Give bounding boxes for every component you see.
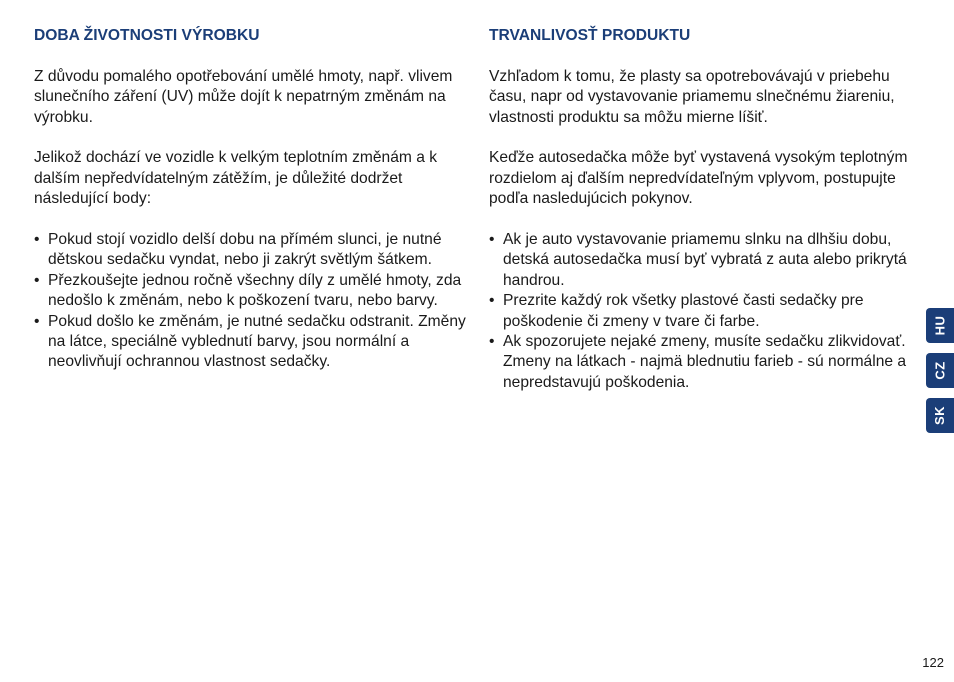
- section-heading-sk: TRVANLIVOSŤ PRODUKTU: [489, 27, 691, 44]
- language-tab-label: CZ: [932, 361, 948, 380]
- language-tab-hu[interactable]: [926, 308, 954, 343]
- paragraph-sk-1: Vzhľadom k tomu, že plasty sa opotrebovávajú v priebehu času, napr od vystavovanie priamemu slnečnému žiareniu, vlastnosti produktu sa môžu mierne líšiť.: [489, 67, 895, 126]
- page-number: 122: [922, 655, 944, 670]
- bullet-item-sk: • Ak spozorujete nejaké zmeny, musíte sedačku zlikvidovať. Zmeny na látkach - najmä blednutiu farieb - sú normálne a nepredstavujú poškodenia.: [489, 332, 921, 393]
- bullet-item-cz: • Pokud došlo ke změnám, je nutné sedačku odstranit. Změny na látce, speciálně vyblednutí barvy, jsou normální a neovlivňují ochrannou vlastnost sedačky.: [34, 312, 470, 373]
- bullet-item-sk: • Ak je auto vystavovanie priamemu slnku na dlhšiu dobu, detská autosedačka musí byť vybratá z auta alebo prikrytá handrou.: [489, 230, 921, 291]
- paragraph-cz-2: Jelikož dochází ve vozidle k velkým teplotním změnám a k dalším nepředvídatelným zátěžím, je důležité dodržet následující body:: [34, 149, 438, 208]
- slovak-column: [489, 26, 921, 393]
- bullet-list-sk: [489, 230, 921, 393]
- section-heading-cz: DOBA ŽIVOTNOSTI VÝROBKU: [34, 27, 260, 44]
- language-tab-label: HU: [932, 315, 948, 336]
- language-tab-label: SK: [932, 405, 948, 426]
- paragraph-sk-2: Keďže autosedačka môže byť vystavená vysokým teplotným rozdielom aj ďalším nepredvídateľným vplyvom, postupujte podľa nasledujúcich pokynov.: [489, 149, 908, 208]
- language-tab-sk[interactable]: [926, 398, 954, 433]
- language-tabs: [926, 308, 954, 443]
- bullet-item-cz: • Pokud stojí vozidlo delší dobu na přímém slunci, je nutné dětskou sedačku vyndat, nebo ji zakrýt světlým šátkem.: [34, 230, 470, 271]
- czech-column: [34, 26, 470, 373]
- paragraph-cz-1: Z důvodu pomalého opotřebování umělé hmoty, např. vlivem slunečního záření (UV) může dojít k nepatrným změnám na výrobku.: [34, 67, 453, 126]
- bullet-item-cz: • Přezkoušejte jednou ročně všechny díly z umělé hmoty, zda nedošlo k změnám, nebo k poškození tvaru, nebo barvy.: [34, 271, 470, 312]
- bullet-list-cz: [34, 230, 470, 373]
- language-tab-cz[interactable]: [926, 353, 954, 388]
- bullet-item-sk: • Prezrite každý rok všetky plastové časti sedačky pre poškodenie či zmeny v tvare či farbe.: [489, 291, 921, 332]
